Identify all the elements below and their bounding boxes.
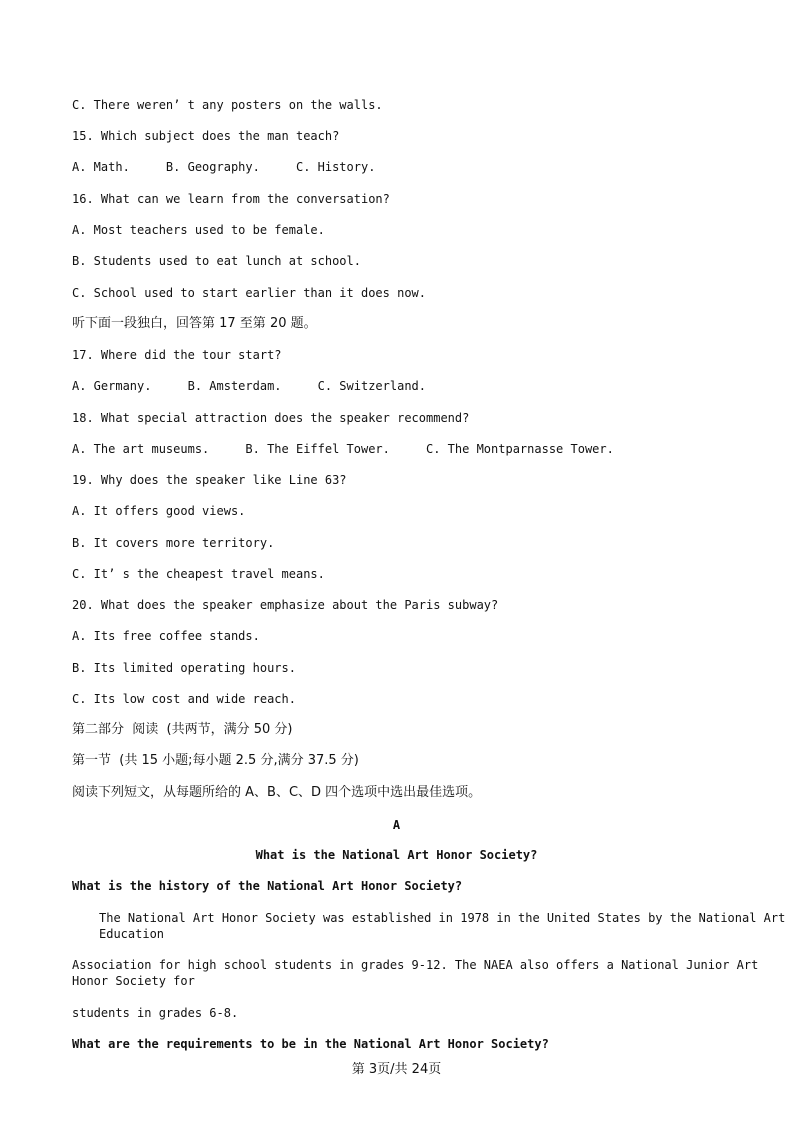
history-paragraph-1: The National Art Honor Society was established in 1978 in the United States by the National Art Education xyxy=(99,911,786,941)
section-one-heading: 第一节 (共 15 小题;每小题 2.5 分,满分 37.5 分) xyxy=(72,753,359,768)
history-heading: What is the history of the National Art Honor Society? xyxy=(72,879,463,893)
q15-question: 15. Which subject does the man teach? xyxy=(72,129,340,143)
history-paragraph-2: Association for high school students in grades 9-12. The NAEA also offers a National Junior Art Honor Society for xyxy=(72,958,759,988)
reading-instruction: 阅读下列短文，从每题所给的 A、B、C、D 四个选项中选出最佳选项。 xyxy=(72,785,482,800)
q19-option-a: A. It offers good views. xyxy=(72,504,246,518)
q16-option-b: B. Students used to eat lunch at school. xyxy=(72,254,361,268)
q17-options: A. Germany. B. Amsterdam. C. Switzerland. xyxy=(72,379,427,393)
q16-option-a: A. Most teachers used to be female. xyxy=(72,223,325,237)
requirements-heading: What are the requirements to be in the National Art Honor Society? xyxy=(72,1037,549,1051)
q19-option-c: C. It’ s the cheapest travel means. xyxy=(72,567,325,581)
part-two-heading: 第二部分 阅读 (共两节，满分 50 分) xyxy=(72,722,293,737)
q20-option-a: A. Its free coffee stands. xyxy=(72,629,260,643)
q20-option-b: B. Its limited operating hours. xyxy=(72,661,296,675)
q19-option-b: B. It covers more territory. xyxy=(72,536,275,550)
q18-options: A. The art museums. B. The Eiffel Tower. C. The Montparnasse Tower. xyxy=(72,442,614,456)
q14-option-c: C. There weren’ t any posters on the walls. xyxy=(72,98,383,112)
q19-question: 19. Why does the speaker like Line 63? xyxy=(72,473,347,487)
q17-question: 17. Where did the tour start? xyxy=(72,348,282,362)
history-paragraph-3: students in grades 6-8. xyxy=(72,1006,239,1020)
page-number: 第 3页/共 24页 xyxy=(351,1062,442,1077)
passage-letter: A xyxy=(392,818,401,832)
passage-title: What is the National Art Honor Society? xyxy=(255,848,538,862)
monologue-instruction: 听下面一段独白，回答第 17 至第 20 题。 xyxy=(72,316,317,331)
q18-question: 18. What special attraction does the speaker recommend? xyxy=(72,411,470,425)
q16-question: 16. What can we learn from the conversation? xyxy=(72,192,390,206)
q20-question: 20. What does the speaker emphasize about the Paris subway? xyxy=(72,598,499,612)
q15-options: A. Math. B. Geography. C. History. xyxy=(72,160,376,174)
q16-option-c: C. School used to start earlier than it does now. xyxy=(72,286,427,300)
q20-option-c: C. Its low cost and wide reach. xyxy=(72,692,296,706)
